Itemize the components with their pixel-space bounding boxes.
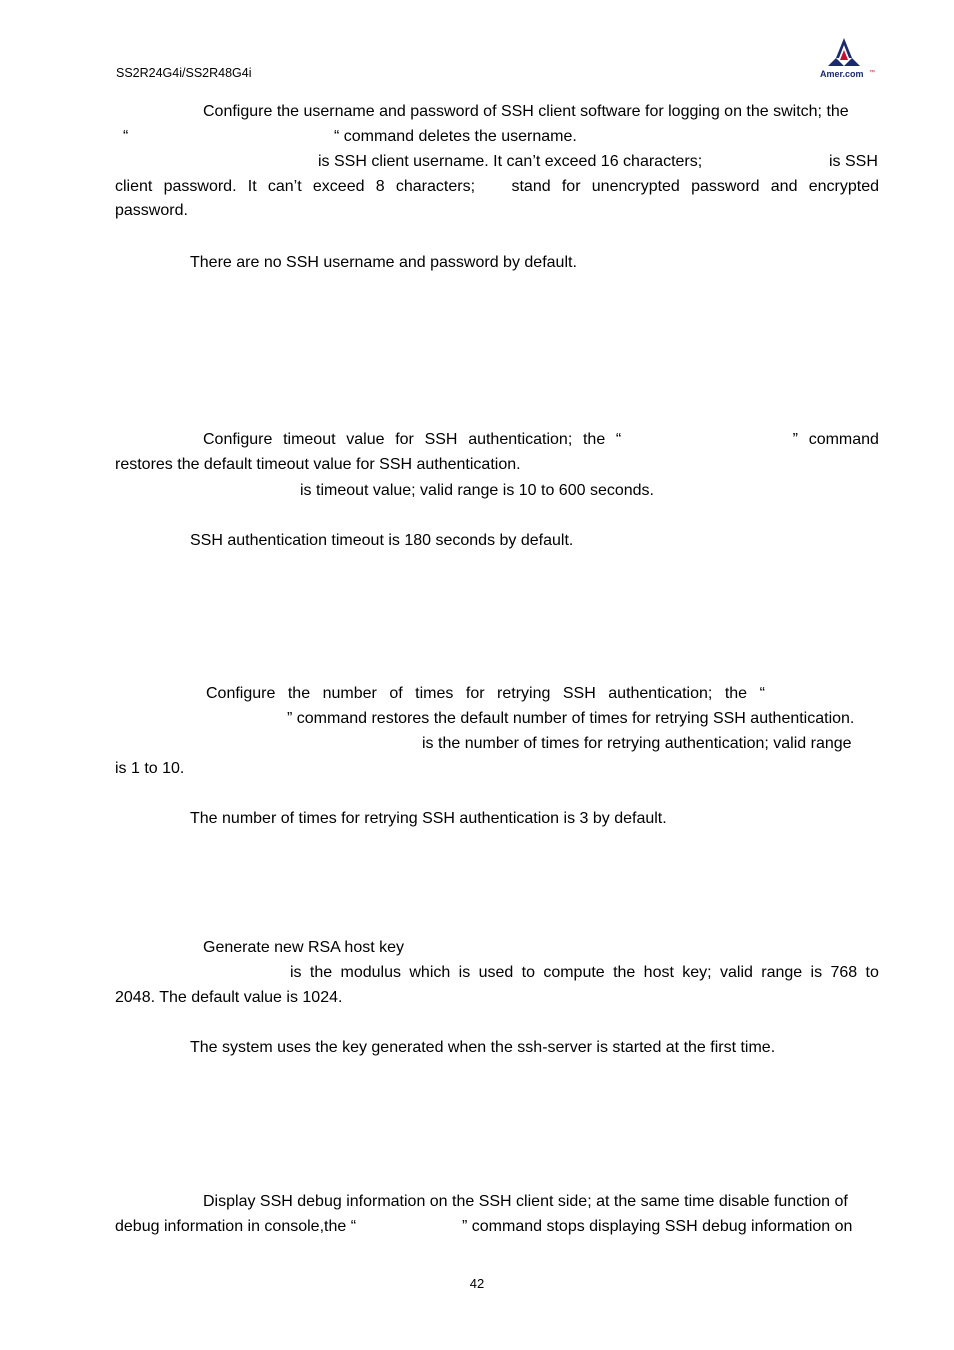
word: “ <box>759 685 765 702</box>
word: ” <box>792 431 798 448</box>
word-gap <box>632 430 782 450</box>
word: 768 <box>830 964 858 981</box>
word: of <box>389 685 403 702</box>
word: to <box>865 964 879 981</box>
word: It <box>247 178 257 195</box>
s0-parameter-line-1-end: is SSH <box>829 153 878 170</box>
logo-text: Amer.com <box>820 69 864 79</box>
word: compute <box>543 964 605 981</box>
s2-parameter-line-1: is the number of times for retrying authentication; valid range <box>422 735 852 752</box>
word: is <box>810 964 823 981</box>
s1-default: SSH authentication timeout is 180 seconds by default. <box>190 532 574 549</box>
word: range <box>761 964 803 981</box>
word: stand <box>511 178 551 195</box>
s2-function-line-1 <box>206 684 765 704</box>
word: password. <box>163 178 237 195</box>
word: can’t <box>267 178 302 195</box>
word: is <box>458 964 471 981</box>
s0-parameter-line-2 <box>115 177 879 197</box>
s3-function-line-1: Generate new RSA host key <box>203 939 404 956</box>
word: “ <box>615 431 622 448</box>
word: unencrypted <box>591 178 680 195</box>
s0-parameter-line-1: is SSH client username. It can’t exceed 16 characters; <box>318 153 703 170</box>
word: the <box>724 685 748 702</box>
word: for <box>395 431 414 448</box>
s3-parameter-line-1 <box>290 963 879 983</box>
page-number: 42 <box>469 1276 485 1291</box>
word: exceed <box>312 178 365 195</box>
word: Configure <box>203 431 273 448</box>
s2-function-line-2: ” command restores the default number of times for retrying SSH authentication. <box>287 710 855 727</box>
s0-parameter-line-3: password. <box>115 202 188 219</box>
word: Configure <box>206 685 276 702</box>
word-gap <box>486 177 500 197</box>
word: is <box>290 964 302 981</box>
s0-function-line-2: “ command deletes the username. <box>334 128 577 145</box>
word: used <box>478 964 514 981</box>
word: authentication; <box>608 685 713 702</box>
word: the <box>613 964 636 981</box>
s4-function-line-2a: debug information in console,the “ <box>115 1218 357 1235</box>
word: host <box>643 964 674 981</box>
word: timeout <box>283 431 336 448</box>
word: encrypted <box>808 178 879 195</box>
amer-logo-icon <box>818 36 878 82</box>
s1-parameter-line-1: is timeout value; valid range is 10 to 600 seconds. <box>300 482 654 499</box>
logo-trademark: ™ <box>869 70 875 76</box>
s2-parameter-line-2: is 1 to 10. <box>115 760 185 777</box>
s4-function-line-1: Display SSH debug information on the SSH client side; at the same time disable function of <box>203 1193 848 1210</box>
s0-default: There are no SSH username and password by default. <box>190 254 577 271</box>
s2-default: The number of times for retrying SSH authentication is 3 by default. <box>190 810 667 827</box>
word: value <box>346 431 385 448</box>
word: and <box>770 178 798 195</box>
s0-function-quote-open: “ <box>123 128 129 145</box>
word: client <box>115 178 153 195</box>
s4-function-line-2b: ” command stops displaying SSH debug information on <box>462 1218 853 1235</box>
word: to <box>521 964 535 981</box>
word: which <box>409 964 451 981</box>
word: the <box>582 431 606 448</box>
word: for <box>465 685 485 702</box>
word: SSH <box>424 431 458 448</box>
word: the <box>287 685 311 702</box>
s1-function-line-2: restores the default timeout value for SSH authentication. <box>115 456 521 473</box>
s3-parameter-line-2: 2048. The default value is 1024. <box>115 989 343 1006</box>
s0-function-line-1: Configure the username and password of SSH client software for logging on the switch; the <box>203 103 849 120</box>
word: for <box>561 178 581 195</box>
word: password <box>691 178 760 195</box>
company-logo <box>818 36 878 82</box>
word: modulus <box>340 964 402 981</box>
word: key; <box>682 964 712 981</box>
word: authentication; <box>468 431 573 448</box>
word: valid <box>719 964 753 981</box>
word: the <box>309 964 333 981</box>
word: characters; <box>395 178 476 195</box>
word: SSH <box>562 685 596 702</box>
s3-default: The system uses the key generated when the ssh-server is started at the first time. <box>190 1039 776 1056</box>
word: command <box>808 431 879 448</box>
word: 8 <box>375 178 385 195</box>
word: number <box>322 685 377 702</box>
word: retrying <box>497 685 551 702</box>
s1-function-line-1 <box>203 430 879 450</box>
document-header-title: SS2R24G4i/SS2R48G4i <box>116 66 252 80</box>
word: times <box>415 685 454 702</box>
